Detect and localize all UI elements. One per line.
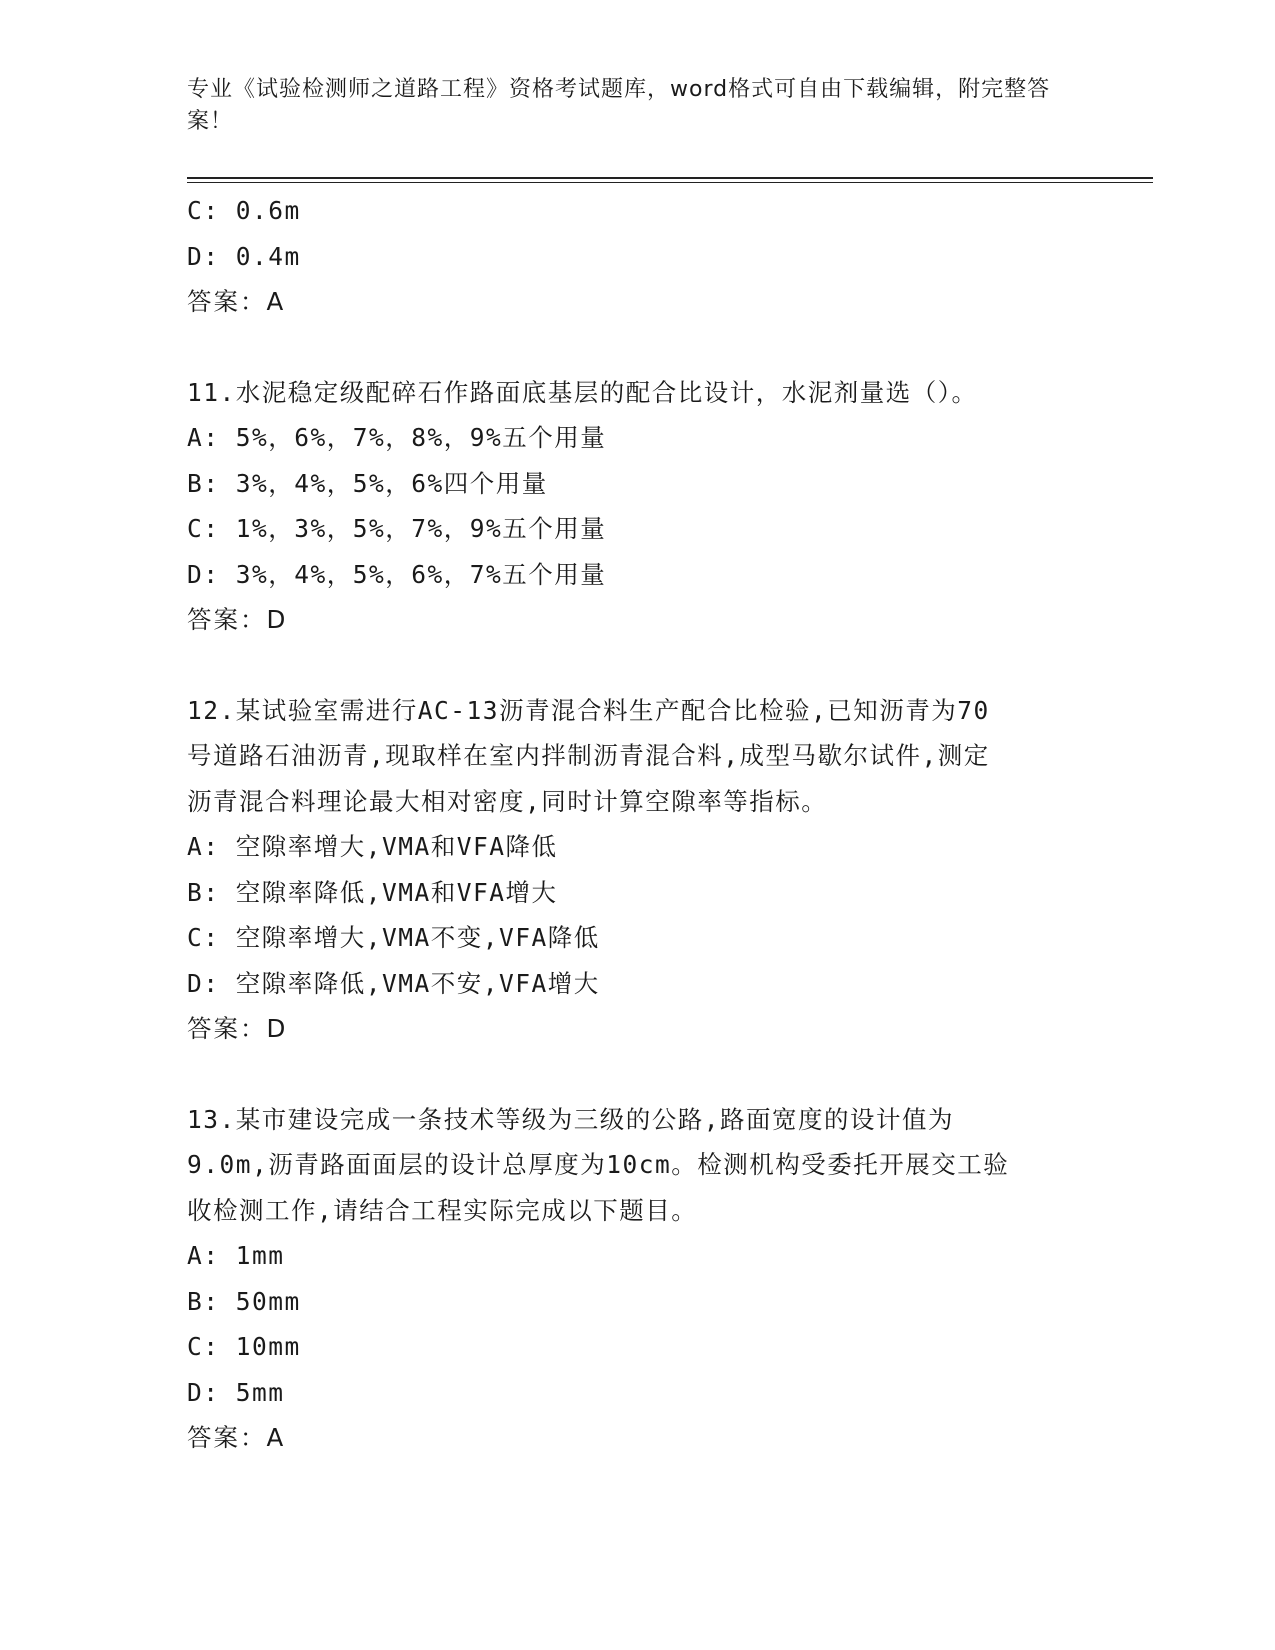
question-block-11 <box>187 370 1087 643</box>
option-c: C: 空隙率增大,VMA不变,VFA降低 <box>187 923 600 952</box>
option-c: C: 0.6m <box>187 196 301 225</box>
question-block-12 <box>187 688 1087 1052</box>
question-stem-line: 号道路石油沥青,现取样在室内拌制沥青混合料,成型马歇尔试件,测定 <box>187 741 990 770</box>
option-c: C: 1%，3%，5%，7%，9%五个用量 <box>187 514 607 543</box>
question-stem-line: 12.某试验室需进行AC-13沥青混合料生产配合比检验,已知沥青为70 <box>187 695 990 725</box>
answer-line: 答案：D <box>187 1014 288 1043</box>
spacer <box>187 643 1087 688</box>
spacer <box>187 325 1087 370</box>
prev-question-block <box>187 188 1087 325</box>
option-a: A: 空隙率增大,VMA和VFA降低 <box>187 832 558 861</box>
option-b: B: 空隙率降低,VMA和VFA增大 <box>187 877 558 907</box>
option-d: D: 空隙率降低,VMA不安,VFA增大 <box>187 968 600 998</box>
question-stem-line: 13.某市建设完成一条技术等级为三级的公路,路面宽度的设计值为 <box>187 1104 954 1134</box>
question-block-13 <box>187 1097 1087 1461</box>
answer-line: 答案：D <box>187 605 288 634</box>
spacer <box>187 1052 1087 1097</box>
question-stem-line: 9.0m,沥青路面面层的设计总厚度为10cm。检测机构受委托开展交工验 <box>187 1150 1010 1179</box>
question-stem-line: 收检测工作,请结合工程实际完成以下题目。 <box>187 1195 698 1225</box>
option-d: D: 5mm <box>187 1377 285 1407</box>
option-b: B: 3%，4%，5%，6%四个用量 <box>187 468 548 498</box>
question-stem-line: 沥青混合料理论最大相对密度,同时计算空隙率等指标。 <box>187 786 828 816</box>
option-b: B: 50mm <box>187 1286 301 1316</box>
option-d: D: 3%，4%，5%，6%，7%五个用量 <box>187 559 607 589</box>
answer-line: 答案：A <box>187 287 286 316</box>
header-rule-thin <box>187 182 1153 183</box>
document-header: 专业《试验检测师之道路工程》资格考试题库，word格式可自由下载编辑，附完整答案！ <box>187 77 1051 134</box>
question-content <box>187 188 1087 1461</box>
option-a: A: 1mm <box>187 1241 285 1270</box>
option-a: A: 5%，6%，7%，8%，9%五个用量 <box>187 423 607 452</box>
option-c: C: 10mm <box>187 1332 301 1361</box>
option-d: D: 0.4m <box>187 241 301 271</box>
question-stem: 11.水泥稳定级配碎石作路面底基层的配合比设计，水泥剂量选（）。 <box>187 377 978 407</box>
header-rule-thick <box>187 177 1153 179</box>
answer-line: 答案：A <box>187 1423 286 1452</box>
